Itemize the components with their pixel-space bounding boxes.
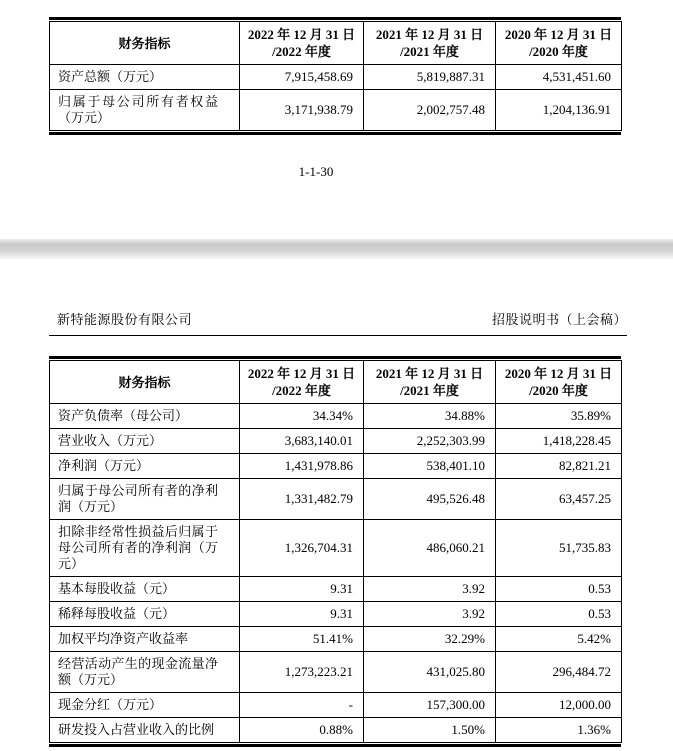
metric-value: 9.31: [240, 602, 364, 627]
table-row: [50, 479, 622, 520]
table-row: [50, 90, 622, 131]
metric-value: 157,300.00: [364, 693, 496, 718]
period-date-line: 2022 年 12 月 31 日: [247, 27, 356, 42]
metric-value: 431,025.80: [364, 652, 496, 693]
table-row: [50, 652, 622, 693]
metric-value: 0.88%: [240, 718, 364, 743]
metric-label: 扣除非经常性损益后归属于母公司所有者的净利润（万元）: [50, 520, 240, 577]
table-head: [50, 361, 622, 404]
metric-value: 63,457.25: [496, 479, 622, 520]
metric-value: 0.53: [496, 577, 622, 602]
period-column-header: [240, 361, 364, 404]
financial-table-1-wrap: [49, 17, 621, 135]
table-row: [50, 627, 622, 652]
metric-label: 归属于母公司所有者的净利润（万元）: [50, 479, 240, 520]
metric-value: 1,204,136.91: [496, 90, 622, 131]
metric-value: 34.34%: [240, 404, 364, 429]
period-year-line: /2022 年度: [272, 44, 331, 59]
period-column-header: [364, 22, 496, 65]
metric-value: 486,060.21: [364, 520, 496, 577]
table-body: [50, 404, 622, 743]
table-head: [50, 22, 622, 65]
period-year-line: /2020 年度: [529, 44, 588, 59]
metric-value: 3,683,140.01: [240, 429, 364, 454]
period-year-line: /2021 年度: [400, 383, 459, 398]
metric-column-header: 财务指标: [50, 361, 240, 404]
document-title: 招股说明书（上会稿）: [491, 312, 627, 327]
metric-value: 1,331,482.79: [240, 479, 364, 520]
table-row: [50, 577, 622, 602]
table-row: [50, 65, 622, 90]
metric-label: 稀释每股收益（元）: [50, 602, 240, 627]
metric-value: 3.92: [364, 577, 496, 602]
metric-value: 5,819,887.31: [364, 65, 496, 90]
metric-value: -: [240, 693, 364, 718]
metric-label: 资产总额（万元）: [50, 65, 240, 90]
metric-label: 研发投入占营业收入的比例: [50, 718, 240, 743]
period-column-header: [496, 22, 622, 65]
page-number: 1-1-30: [298, 164, 334, 179]
metric-value: 1,326,704.31: [240, 520, 364, 577]
metric-label: 经营活动产生的现金流量净额（万元）: [50, 652, 240, 693]
metric-value: 3.92: [364, 602, 496, 627]
metric-value: 34.88%: [364, 404, 496, 429]
table-row: [50, 429, 622, 454]
metric-label: 归属于母公司所有者权益（万元）: [50, 90, 240, 131]
metric-value: 82,821.21: [496, 454, 622, 479]
financial-table-2-wrap: [49, 356, 621, 747]
period-year-line: /2021 年度: [400, 44, 459, 59]
table-row: [50, 404, 622, 429]
period-column-header: [496, 361, 622, 404]
metric-value: 538,401.10: [364, 454, 496, 479]
company-name: 新特能源股份有限公司: [57, 312, 193, 327]
period-date-line: 2021 年 12 月 31 日: [375, 27, 484, 42]
table-row: [50, 520, 622, 577]
metric-value: 3,171,938.79: [240, 90, 364, 131]
period-date-line: 2020 年 12 月 31 日: [504, 27, 613, 42]
metric-value: 1,431,978.86: [240, 454, 364, 479]
page-header-rule: [49, 309, 627, 336]
period-column-header: [364, 361, 496, 404]
metric-label: 现金分红（万元）: [50, 693, 240, 718]
metric-label: 净利润（万元）: [50, 454, 240, 479]
metric-value: 0.53: [496, 602, 622, 627]
table-row: [50, 454, 622, 479]
metric-label: 营业收入（万元）: [50, 429, 240, 454]
metric-value: 1,273,223.21: [240, 652, 364, 693]
metric-value: 32.29%: [364, 627, 496, 652]
financial-table: [49, 360, 622, 743]
table-row: [50, 693, 622, 718]
metric-value: 1.50%: [364, 718, 496, 743]
period-year-line: /2020 年度: [529, 383, 588, 398]
metric-value: 4,531,451.60: [496, 65, 622, 90]
metric-label: 基本每股收益（元）: [50, 577, 240, 602]
metric-column-header: 财务指标: [50, 22, 240, 65]
metric-value: 1.36%: [496, 718, 622, 743]
metric-value: 51,735.83: [496, 520, 622, 577]
metric-value: 51.41%: [240, 627, 364, 652]
metric-value: 9.31: [240, 577, 364, 602]
table-body: [50, 65, 622, 131]
metric-label: 资产负债率（母公司）: [50, 404, 240, 429]
table-header-row: [50, 22, 622, 65]
metric-value: 296,484.72: [496, 652, 622, 693]
metric-value: 12,000.00: [496, 693, 622, 718]
period-date-line: 2020 年 12 月 31 日: [504, 366, 613, 381]
table-header-row: [50, 361, 622, 404]
metric-value: 2,002,757.48: [364, 90, 496, 131]
page-separator: [0, 239, 673, 259]
period-year-line: /2022 年度: [272, 383, 331, 398]
period-date-line: 2021 年 12 月 31 日: [375, 366, 484, 381]
metric-value: 1,418,228.45: [496, 429, 622, 454]
metric-value: 5.42%: [496, 627, 622, 652]
period-column-header: [240, 22, 364, 65]
metric-value: 2,252,303.99: [364, 429, 496, 454]
table-row: [50, 602, 622, 627]
metric-value: 35.89%: [496, 404, 622, 429]
table-row: [50, 718, 622, 743]
metric-value: 495,526.48: [364, 479, 496, 520]
period-date-line: 2022 年 12 月 31 日: [247, 366, 356, 381]
metric-value: 7,915,458.69: [240, 65, 364, 90]
financial-table: [49, 21, 622, 131]
metric-label: 加权平均净资产收益率: [50, 627, 240, 652]
